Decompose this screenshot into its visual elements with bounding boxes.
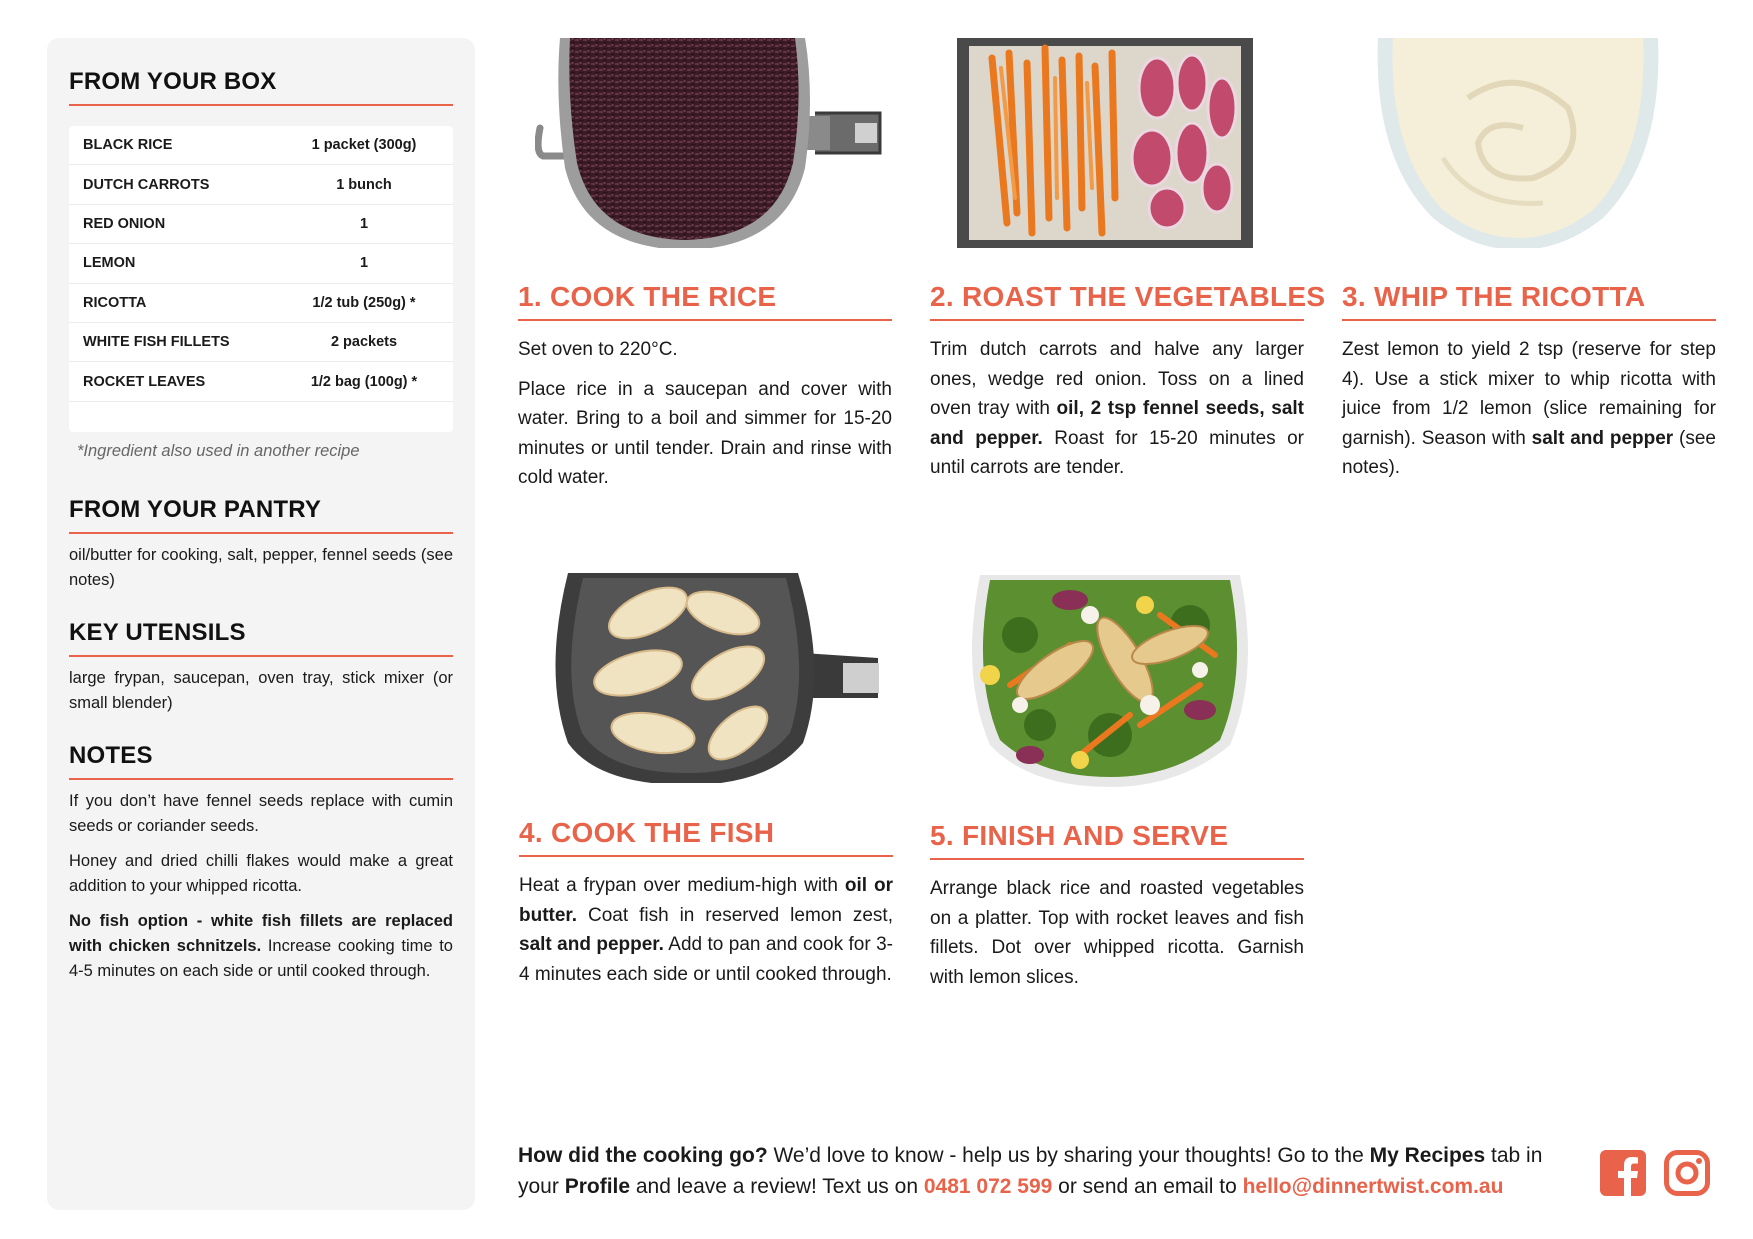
roasted-vegetables-tray-image: [957, 38, 1253, 248]
step-3-text-part: Zest lemon to yield 2 tsp (reserve for step 4). Use a stick mixer to whip ricotta with juice from 1/2 lemon (slice remaining for garnish). Season with: [1342, 339, 1716, 449]
notes-text: [69, 789, 453, 994]
profile-ref: Profile: [564, 1175, 631, 1198]
utensils-heading: KEY UTENSILS: [69, 619, 453, 657]
note-rest: Increase cooking time to 4-5 minutes on each side or until cooked through.: [69, 937, 453, 980]
ingredient-qty: 1/2 bag (100g) *: [310, 373, 418, 390]
note-bold: No fish option - white fish fillets are replaced with chicken schnitzels.: [69, 912, 453, 955]
ingredient-qty: 1 bunch: [336, 176, 392, 193]
whipped-ricotta-bowl-image: [1373, 38, 1663, 248]
instagram-icon[interactable]: [1664, 1150, 1710, 1196]
step-5-text: Arrange black rice and roasted vegetables on a platter. Top with rocket leaves and fish fillets. Dot over whipped ricotta. Garnish with lemon slices.: [930, 878, 1304, 988]
ingredients-table: [69, 126, 453, 432]
notes-heading: NOTES: [69, 742, 453, 780]
ingredient-row: [69, 205, 453, 244]
step-5-title: 5. FINISH AND SERVE: [930, 820, 1304, 860]
step-3: [1342, 281, 1716, 493]
step-3-text: [1342, 335, 1716, 483]
step-2-text-part: Roast for 15-20 minutes or until carrots are tender.: [930, 427, 1304, 478]
ingredient-row: [69, 284, 453, 323]
finished-dish-platter-image: [960, 575, 1260, 787]
from-your-box-heading: FROM YOUR BOX: [69, 68, 453, 106]
step-4-bold: oil or butter.: [519, 875, 893, 926]
step-2-bold: oil, 2 tsp fennel seeds, salt and pepper.: [930, 398, 1304, 449]
pantry-heading: FROM YOUR PANTRY: [69, 496, 453, 534]
ingredient-qty: 1: [359, 215, 369, 232]
step-2-text-part: Trim dutch carrots and halve any larger ones, wedge red onion. Toss on a lined oven tray with: [930, 339, 1304, 419]
ingredient-row: [69, 165, 453, 204]
footer-text: and leave a review! Text us on: [630, 1175, 924, 1198]
utensils-text: large frypan, saucepan, oven tray, stick mixer (or small blender): [69, 669, 453, 712]
ingredient-footnote: *Ingredient also used in another recipe: [77, 442, 360, 460]
footer-text: We’d love to know - help us by sharing your thoughts! Go to the: [767, 1144, 1370, 1167]
step-1: [518, 281, 892, 503]
feedback-footer: [518, 1140, 1578, 1202]
step-4: [519, 817, 893, 999]
ingredient-name: DUTCH CARROTS: [83, 176, 210, 193]
phone-link[interactable]: 0481 072 599: [923, 1175, 1053, 1198]
step-2-text: [930, 335, 1304, 483]
step-3-bold: salt and pepper: [1531, 427, 1674, 449]
footer-text: or send an email to: [1052, 1175, 1243, 1198]
step-4-text-part: Heat a frypan over medium-high with: [519, 875, 845, 896]
ingredient-name: RICOTTA: [83, 294, 147, 311]
step-5-body: [930, 874, 1304, 992]
step-4-text: [519, 871, 893, 989]
note-item: Honey and dried chilli flakes would make a great addition to your whipped ricotta.: [69, 852, 453, 895]
step-3-text-part: (see notes).: [1342, 427, 1716, 478]
ingredient-row: [69, 126, 453, 165]
footer-question: How did the cooking go?: [518, 1144, 768, 1167]
ingredient-row: [69, 323, 453, 362]
ingredient-qty: 1: [359, 255, 369, 272]
step-2: [930, 281, 1326, 493]
facebook-icon[interactable]: [1600, 1150, 1646, 1196]
step-4-text-part: Coat fish in reserved lemon zest,: [577, 904, 893, 926]
step-1-text: Set oven to 220°C.: [518, 339, 678, 360]
ingredient-name: LEMON: [83, 255, 136, 272]
step-1-text: Place rice in a saucepan and cover with water. Bring to a boil and simmer for 15-20 minutes or until tender. Drain and rinse with cold water.: [518, 378, 892, 488]
step-3-title: 3. WHIP THE RICOTTA: [1342, 281, 1716, 321]
step-2-body: [930, 335, 1304, 483]
step-4-title: 4. COOK THE FISH: [519, 817, 893, 857]
step-3-body: [1342, 335, 1716, 483]
ingredient-name: ROCKET LEAVES: [83, 373, 206, 390]
ingredients-sidebar: [47, 38, 475, 1210]
pantry-text: oil/butter for cooking, salt, pepper, fennel seeds (see notes): [69, 546, 453, 589]
step-2-title: 2. ROAST THE VEGETABLES: [930, 281, 1304, 321]
ingredient-qty: 1 packet (300g): [311, 137, 417, 154]
footer-text: tab in your: [518, 1144, 1543, 1198]
step-5: [930, 820, 1304, 1002]
ingredient-name: WHITE FISH FILLETS: [83, 334, 230, 351]
step-1-title: 1. COOK THE RICE: [518, 281, 892, 321]
ingredient-qty: 1/2 tub (250g) *: [312, 294, 416, 311]
ingredient-name: RED ONION: [83, 215, 166, 232]
ingredient-row: [69, 244, 453, 283]
step-4-body: [519, 871, 893, 989]
my-recipes-ref: My Recipes: [1369, 1144, 1486, 1167]
frypan-fish-image: [548, 573, 883, 783]
note-item: If you don’t have fennel seeds replace with cumin seeds or coriander seeds.: [69, 792, 453, 835]
ingredient-name: BLACK RICE: [83, 137, 173, 154]
note-item: [69, 909, 453, 984]
email-link[interactable]: hello@dinnertwist.com.au: [1242, 1175, 1504, 1198]
step-1-body: [518, 335, 892, 493]
black-rice-saucepan-image: [535, 38, 885, 248]
step-4-bold: salt and pepper.: [519, 934, 664, 955]
ingredient-row: [69, 362, 453, 401]
step-4-text-part: Add to pan and cook for 3-4 minutes each side or until cooked through.: [519, 934, 893, 985]
ingredient-qty: 2 packets: [330, 334, 398, 351]
